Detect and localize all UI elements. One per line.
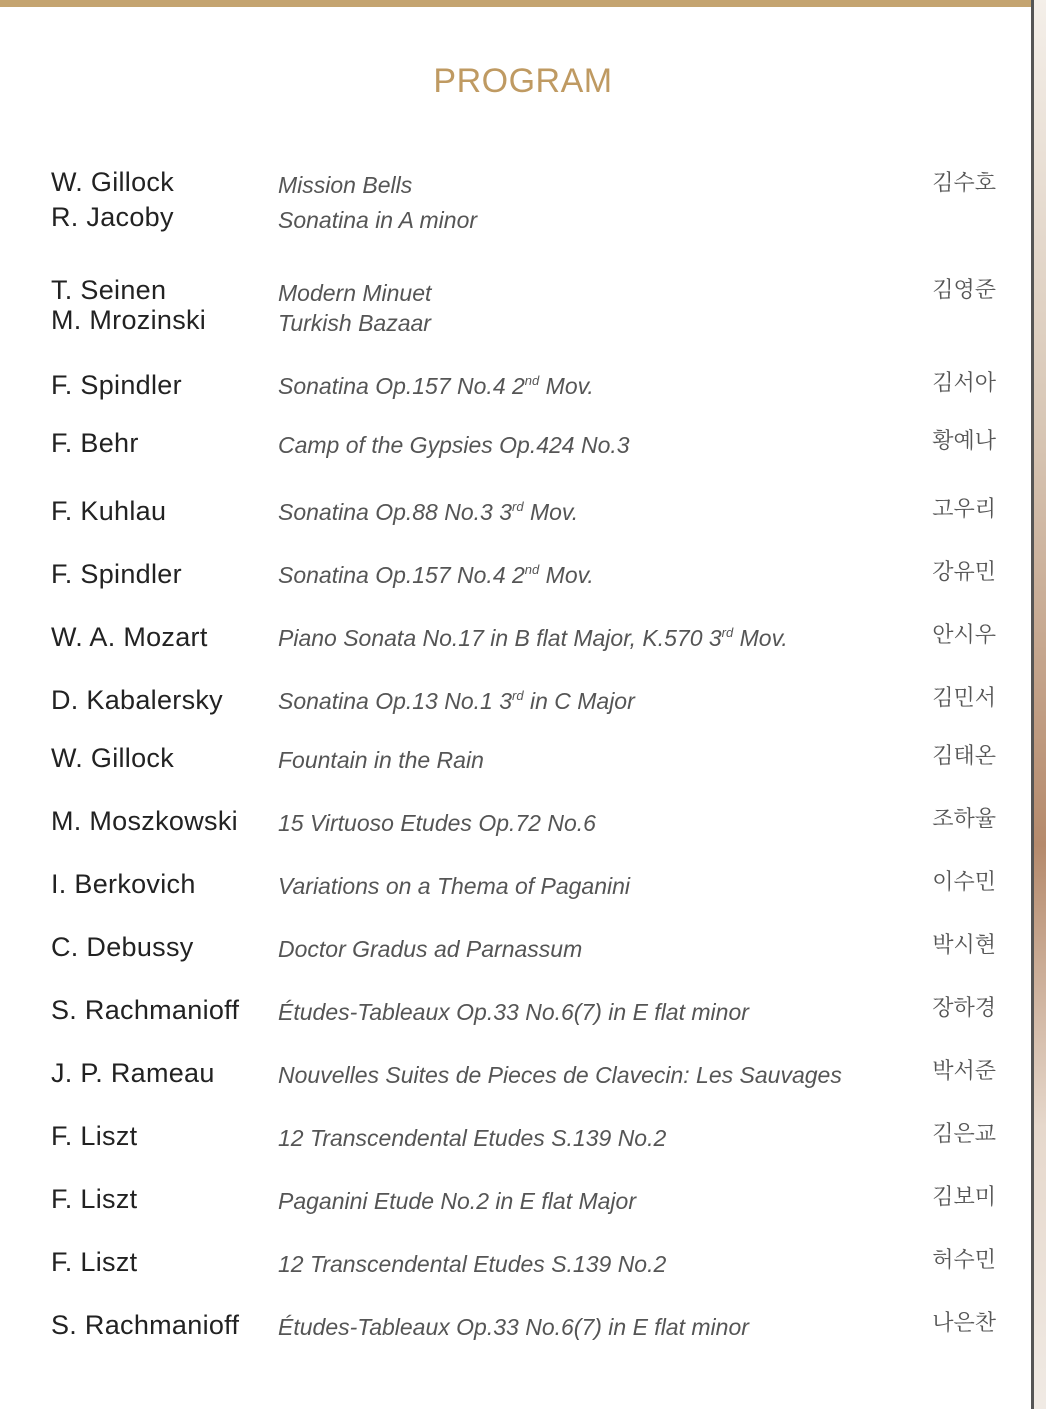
- performer-name: 조하율: [932, 806, 996, 831]
- composer-name: F. Spindler: [51, 370, 182, 400]
- composer-name: C. Debussy: [51, 932, 194, 962]
- performer-name: 김은교: [932, 1121, 996, 1146]
- performer-name: 나은찬: [932, 1310, 996, 1335]
- composer-name: F. Spindler: [51, 559, 182, 589]
- piece-title: Doctor Gradus ad Parnassum: [278, 936, 583, 962]
- performer-name: 허수민: [932, 1247, 996, 1272]
- composer-name: M. Moszkowski: [51, 806, 238, 836]
- performer-name: 안시우: [932, 622, 996, 647]
- piece-title: Sonatina Op.88 No.3 3rd Mov.: [278, 499, 579, 525]
- piece-title: Sonatina Op.157 No.4 2nd Mov.: [278, 373, 594, 399]
- performer-name: 고우리: [932, 496, 996, 521]
- composer-name: F. Behr: [51, 428, 139, 458]
- composer-name: F. Kuhlau: [51, 496, 167, 526]
- composer-name: F. Liszt: [51, 1247, 138, 1277]
- composer-name: S. Rachmanioff: [51, 1310, 240, 1340]
- performer-name: 박시현: [932, 932, 996, 957]
- piece-title: Variations on a Thema of Paganini: [278, 873, 631, 899]
- composer-name: J. P. Rameau: [51, 1058, 215, 1088]
- piece-title: Turkish Bazaar: [278, 310, 431, 336]
- piece-title: Sonatina Op.157 No.4 2nd Mov.: [278, 562, 594, 588]
- piece-title: Nouvelles Suites de Pieces de Clavecin: Les Sauvages: [278, 1062, 842, 1088]
- piece-title: 12 Transcendental Etudes S.139 No.2: [278, 1125, 667, 1151]
- piece-title: Paganini Etude No.2 in E flat Major: [278, 1188, 636, 1214]
- composer-name: S. Rachmanioff: [51, 995, 240, 1025]
- performer-name: 김서아: [932, 370, 996, 395]
- composer-name: F. Liszt: [51, 1121, 138, 1151]
- performer-name: 박서준: [932, 1058, 996, 1083]
- piece-title: Sonatina in A minor: [278, 207, 478, 233]
- performer-name: 김민서: [932, 685, 996, 710]
- top-gold-rule: [0, 0, 1046, 7]
- piece-title: Fountain in the Rain: [278, 747, 484, 773]
- piece-title: Études-Tableaux Op.33 No.6(7) in E flat minor: [278, 1314, 749, 1340]
- performer-name: 이수민: [932, 869, 996, 894]
- composer-name: F. Liszt: [51, 1184, 138, 1214]
- performer-name: 황예나: [932, 428, 996, 453]
- performer-name: 김보미: [932, 1184, 996, 1209]
- piece-title: Sonatina Op.13 No.1 3rd in C Major: [278, 688, 635, 714]
- piece-title: Études-Tableaux Op.33 No.6(7) in E flat minor: [278, 999, 749, 1025]
- composer-name: W. Gillock: [51, 743, 175, 773]
- piece-title: Modern Minuet: [278, 280, 432, 306]
- performer-name: 김수호: [932, 170, 996, 195]
- composer-name: T. Seinen: [51, 275, 167, 305]
- composer-name: D. Kabalersky: [51, 685, 223, 715]
- performer-name: 강유민: [932, 559, 996, 584]
- page-title: PROGRAM: [433, 62, 613, 100]
- composer-name: R. Jacoby: [51, 202, 174, 232]
- piece-title: Piano Sonata No.17 in B flat Major, K.570 3rd Mov.: [278, 625, 788, 651]
- composer-name: W. Gillock: [51, 167, 175, 197]
- performer-name: 장하경: [932, 995, 996, 1020]
- composer-name: I. Berkovich: [51, 869, 196, 899]
- piece-title: Camp of the Gypsies Op.424 No.3: [278, 432, 630, 458]
- composer-name: W. A. Mozart: [51, 622, 208, 652]
- piece-title: 12 Transcendental Etudes S.139 No.2: [278, 1251, 667, 1277]
- performer-name: 김태온: [932, 743, 996, 768]
- piece-title: Mission Bells: [278, 172, 413, 198]
- composer-name: M. Mrozinski: [51, 305, 207, 335]
- piece-title: 15 Virtuoso Etudes Op.72 No.6: [278, 810, 596, 836]
- performer-name: 김영준: [932, 277, 996, 302]
- page-edge-strip: [1034, 0, 1046, 1409]
